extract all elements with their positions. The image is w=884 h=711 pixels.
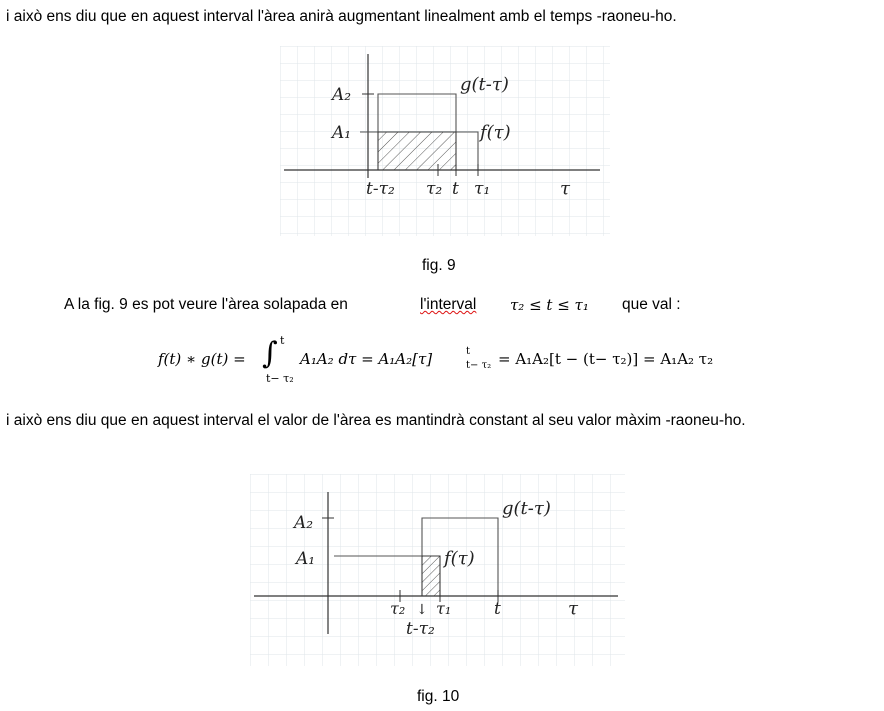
interval-word: l'interval: [420, 296, 477, 313]
label-a2: A₂: [332, 85, 352, 105]
overlap-area: [422, 556, 440, 596]
label-tau2: τ₂: [390, 599, 406, 618]
formula-rhs: = A₁A₂[t − (t− τ₂)] = A₁A₂ τ₂: [498, 350, 714, 368]
label-f: f(τ): [480, 122, 511, 143]
caption-fig10: fig. 10: [417, 688, 460, 705]
formula-lhs: f(t) ∗ g(t) =: [158, 350, 246, 368]
label-tau-axis: τ: [560, 178, 570, 199]
bracket-upper-limit: t: [466, 346, 471, 357]
overlap-lead-text: A la fig. 9 es pot veure l'àrea solapada en: [64, 296, 348, 313]
label-tau-axis: τ: [568, 598, 578, 619]
label-a1: A₁: [332, 123, 352, 143]
bracket-lower-limit: t− τ₂: [466, 360, 492, 371]
overlap-area: [378, 132, 456, 170]
label-a2: A₂: [294, 513, 314, 533]
caption-fig9: fig. 9: [422, 257, 456, 274]
paragraph-intro: i això ens diu que en aquest interval l'àrea anirà augmentant linealment amb el temps -raoneu-ho.: [6, 8, 677, 25]
label-a1: A₁: [296, 549, 316, 569]
formula-integrand: A₁A₂ dτ = A₁A₂[τ]: [300, 350, 433, 368]
label-tau2: τ₂: [426, 179, 443, 199]
overlap-tail-text: que val :: [622, 296, 681, 313]
figure-10: [250, 474, 625, 666]
label-g: g(t-τ): [502, 498, 551, 519]
integral-lower-limit: t− τ₂: [266, 372, 294, 385]
label-tau1: τ₁: [436, 599, 452, 618]
interval-condition: τ₂ ≤ t ≤ τ₁: [510, 296, 589, 314]
label-g: g(t-τ): [460, 74, 509, 95]
integral-upper-limit: t: [280, 334, 285, 347]
integral-sign: ∫: [262, 336, 278, 371]
label-t: t: [494, 599, 501, 619]
paragraph-constant: i això ens diu que en aquest interval el valor de l'àrea es mantindrà constant al seu valor màxim -raoneu-ho.: [6, 412, 746, 429]
label-t-minus-tau2: t-τ₂: [406, 619, 435, 639]
convolution-formula: [158, 336, 758, 392]
label-arrow: ↓: [416, 602, 428, 618]
label-f: f(τ): [444, 548, 475, 569]
label-t: t: [452, 179, 459, 199]
label-t-minus-tau2: t-τ₂: [366, 179, 395, 199]
figure-9: [280, 46, 610, 236]
label-tau1: τ₁: [474, 179, 491, 199]
